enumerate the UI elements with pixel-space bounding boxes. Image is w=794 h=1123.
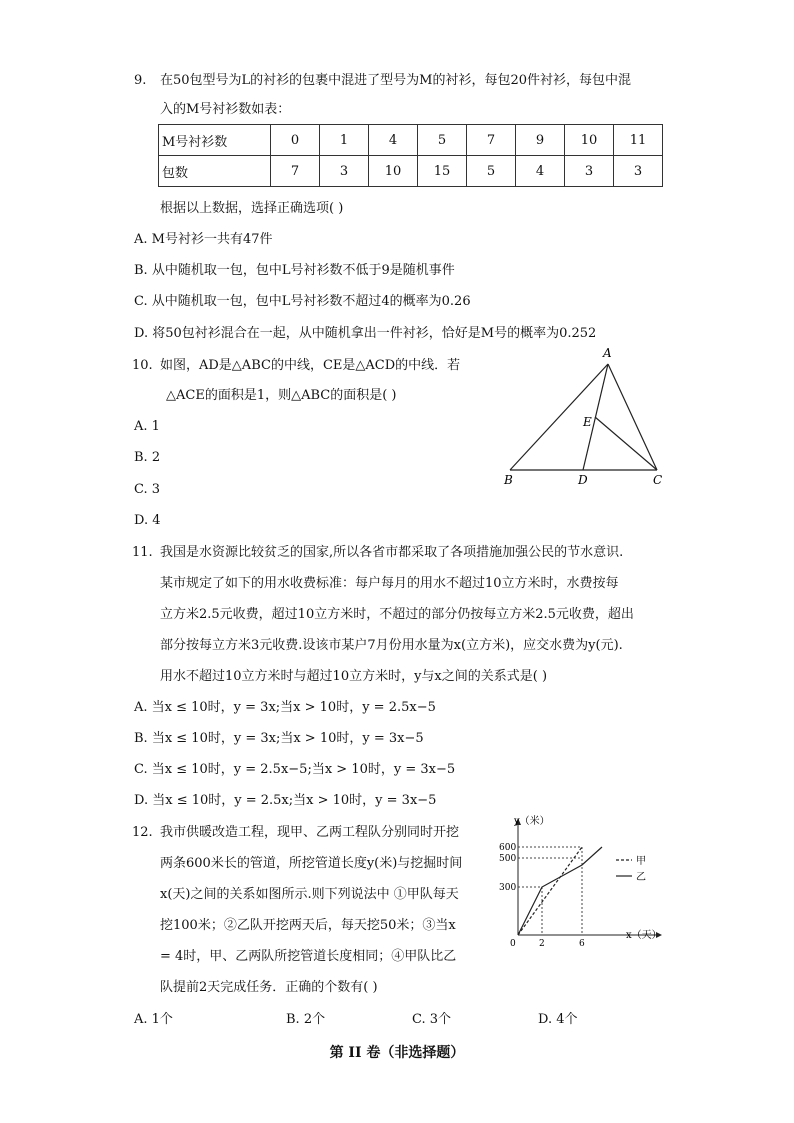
q11-stem-line5: 用水不超过10立方米时与超过10立方米时，y与x之间的关系式是( ): [160, 669, 548, 684]
q10-stem-line1: 如图，AD是△ABC的中线，CE是△ACD的中线．若: [160, 358, 461, 373]
table-row: [159, 156, 663, 187]
table-cell: 10: [369, 156, 418, 187]
label-d: D: [578, 473, 588, 487]
q9-option-b: B. 从中随机取一包，包中L号衬衫数不低于9是随机事件: [134, 263, 455, 278]
table-cell: 0: [271, 125, 320, 156]
q11-option-d: D. 当x ≤ 10时，y = 2.5x;当x > 10时，y = 3x−5: [134, 793, 437, 808]
q10-option-d: D. 4: [134, 513, 161, 528]
q9-stem-line1: 在50包型号为L的衬衫的包裹中混进了型号为M的衬衫，每包20件衬衫，每包中混: [160, 73, 632, 88]
q12-stem-line3: x(天)之间的关系如图所示.则下列说法中 ①甲队每天: [160, 887, 459, 902]
table-cell: 4: [516, 156, 565, 187]
segment-ab: [510, 364, 608, 470]
q12-stem-line1: 我市供暖改造工程，现甲、乙两工程队分别同时开挖: [160, 825, 460, 840]
q9-option-a: A. M号衬衫一共有47件: [134, 232, 273, 247]
q12-option-d: D. 4个: [538, 1012, 578, 1027]
q10-number: 10.: [132, 358, 153, 373]
q11-stem-line2: 某市规定了如下的用水收费标准：每户每月的用水不超过10立方米时，水费按每: [160, 576, 619, 591]
q12-option-b: B. 2个: [286, 1012, 326, 1027]
q12-graph: [496, 810, 674, 950]
series-jia: [518, 847, 582, 935]
q9-number: 9.: [134, 73, 147, 88]
q11-option-b: B. 当x ≤ 10时，y = 3x;当x > 10时，y = 3x−5: [134, 731, 424, 746]
q9-option-c: C. 从中随机取一包，包中L号衬衫数不超过4的概率为0.26: [134, 294, 471, 309]
q12-stem-line5: = 4时，甲、乙两队所挖管道长度相同；④甲队比乙: [160, 949, 457, 964]
q12-stem-line2: 两条600米长的管道，所挖管道长度y(米)与挖掘时间: [160, 856, 463, 871]
table-cell: 5: [467, 156, 516, 187]
q9-option-d: D. 将50包衬衫混合在一起，从中随机拿出一件衬衫，恰好是M号的概率为0.252: [134, 326, 597, 341]
table-cell: 7: [467, 125, 516, 156]
q11-stem-line1: 我国是水资源比较贫乏的国家,所以各省市都采取了各项措施加强公民的节水意识.: [160, 545, 624, 560]
ytick-600: 600: [499, 843, 517, 853]
segment-ac: [608, 364, 657, 470]
legend-jia-label: 甲: [636, 856, 646, 867]
q11-number: 11.: [132, 545, 153, 560]
q9-stem-line2: 入的M号衬衫数如表：: [160, 102, 291, 117]
q11-option-c: C. 当x ≤ 10时，y = 2.5x−5;当x > 10时，y = 3x−5: [134, 762, 456, 777]
table-cell: 10: [565, 125, 614, 156]
segment-ce: [595, 417, 657, 470]
table-cell: 15: [418, 156, 467, 187]
q10-option-b: B. 2: [134, 450, 161, 465]
xtick-2: 2: [539, 939, 545, 949]
q9-prompt: 根据以上数据，选择正确选项( ): [160, 201, 344, 216]
table-cell: M号衬衫数: [159, 125, 271, 156]
series-yi: [518, 847, 602, 935]
q10-option-c: C. 3: [134, 482, 161, 497]
ytick-500: 500: [499, 854, 517, 864]
q11-option-a: A. 当x ≤ 10时，y = 3x;当x > 10时，y = 2.5x−5: [134, 700, 436, 715]
y-axis-label: y（米）: [514, 816, 550, 827]
label-a: A: [603, 346, 612, 360]
table-cell: 3: [614, 156, 663, 187]
table-cell: 4: [369, 125, 418, 156]
table-cell: 1: [320, 125, 369, 156]
q12-stem-line6: 队提前2天完成任务．正确的个数有( ): [160, 980, 378, 995]
table-cell: 7: [271, 156, 320, 187]
xtick-6: 6: [579, 939, 585, 949]
label-c: C: [653, 473, 663, 487]
table-cell: 3: [565, 156, 614, 187]
q12-stem-line4: 挖100米；②乙队开挖两天后，每天挖50米；③当x: [160, 918, 456, 933]
section-title: 第 II 卷（非选择题）: [329, 1045, 465, 1061]
legend-yi-label: 乙: [636, 872, 646, 883]
label-b: B: [504, 473, 513, 487]
q11-stem-line3: 立方米2.5元收费，超过10立方米时，不超过的部分仍按每立方米2.5元收费，超出: [160, 607, 634, 622]
table-cell: 9: [516, 125, 565, 156]
q9-table: [158, 124, 663, 187]
q10-stem-line2: △ACE的面积是1，则△ABC的面积是( ): [166, 388, 397, 403]
q10-option-a: A. 1: [134, 419, 160, 434]
table-cell: 3: [320, 156, 369, 187]
ytick-300: 300: [499, 883, 517, 893]
q12-option-a: A. 1个: [134, 1012, 173, 1027]
table-row: [159, 125, 663, 156]
xtick-0: 0: [510, 939, 516, 949]
q11-stem-line4: 部分按每立方米3元收费.设该市某户7月份用水量为x(立方米)，应交水费为y(元).: [160, 638, 623, 653]
x-axis-label: x（天）: [626, 930, 662, 941]
label-e: E: [583, 415, 592, 429]
table-cell: 11: [614, 125, 663, 156]
q12-number: 12.: [132, 825, 153, 840]
table-cell: 包数: [159, 156, 271, 187]
q12-option-c: C. 3个: [412, 1012, 452, 1027]
triangle-figure: [495, 342, 675, 492]
table-cell: 5: [418, 125, 467, 156]
